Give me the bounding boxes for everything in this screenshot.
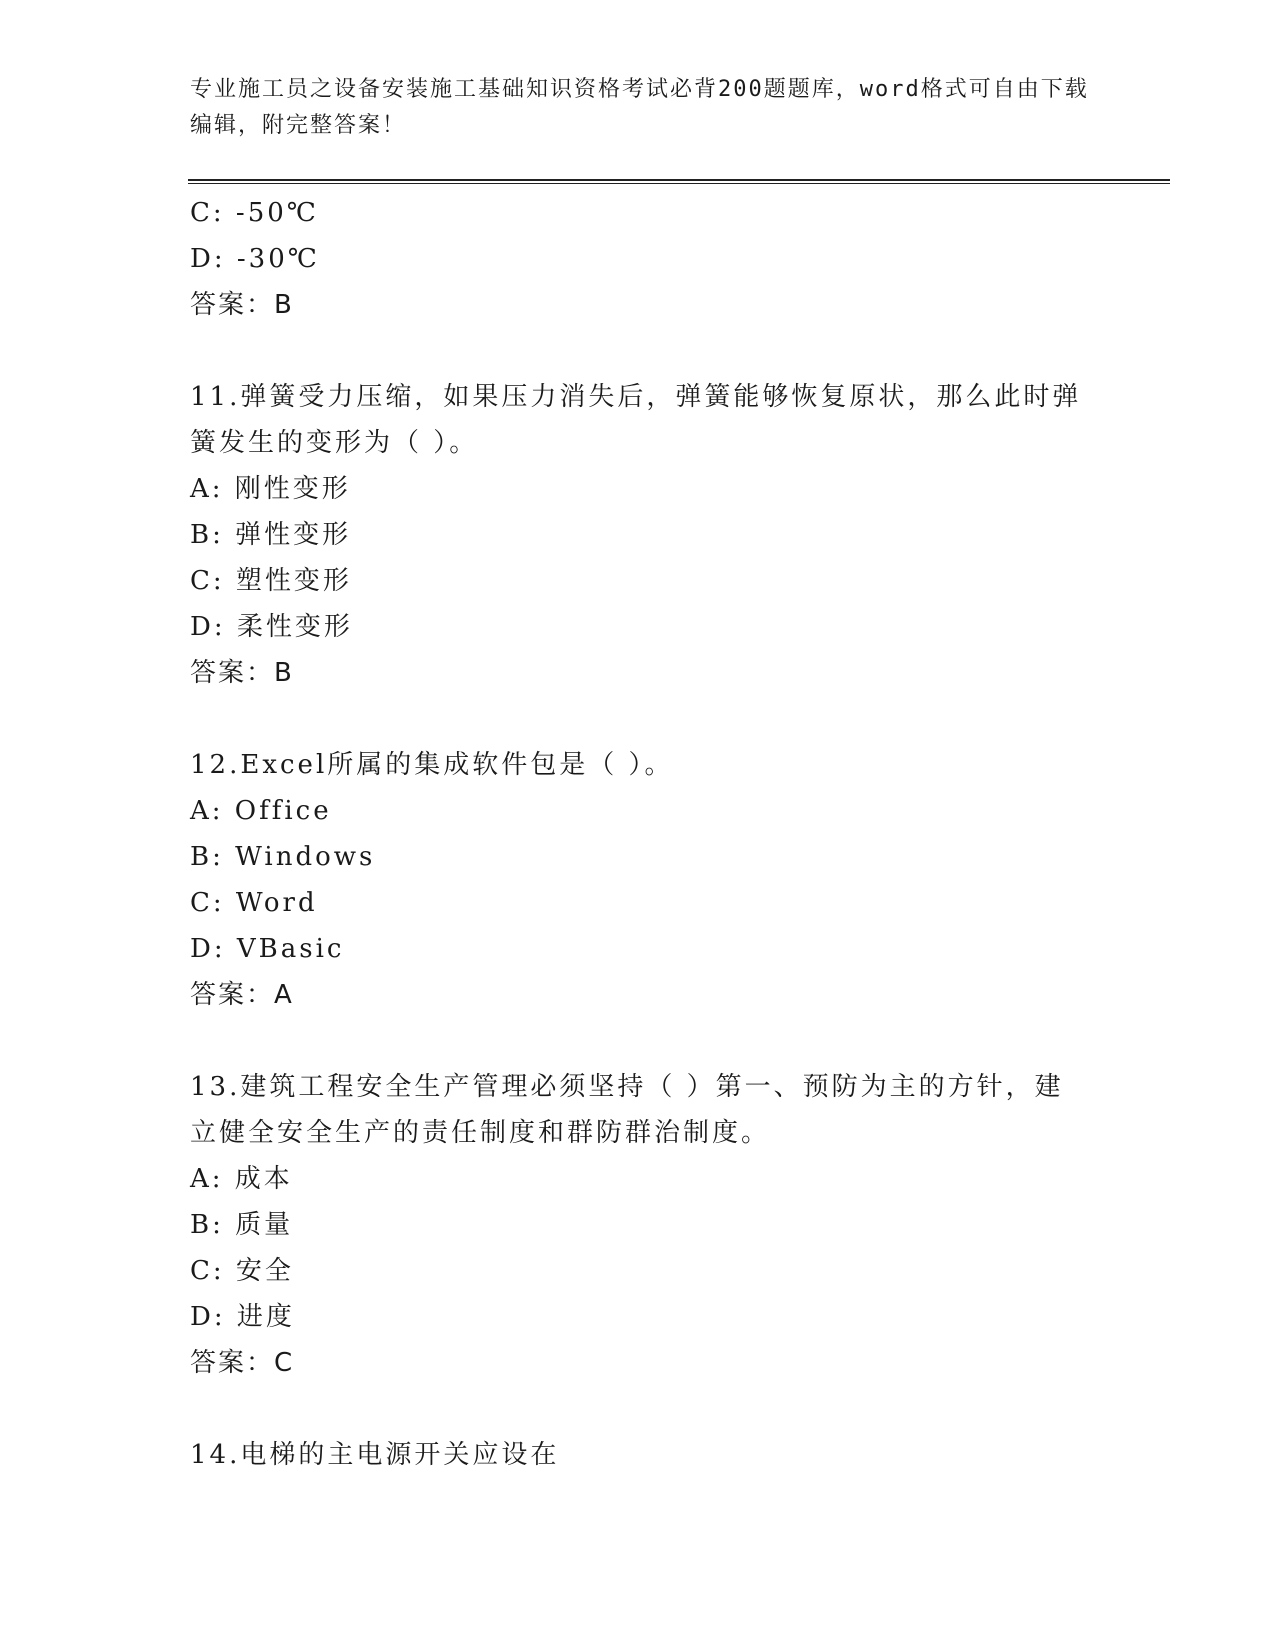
option-a: A: 刚性变形 [190, 474, 351, 504]
question-10-tail [190, 190, 1090, 328]
option-c: C: 塑性变形 [190, 566, 352, 596]
question-12 [190, 742, 1090, 1018]
option-a: A: Office [190, 796, 332, 826]
question-14 [190, 1432, 1090, 1478]
option-a: A: 成本 [190, 1164, 293, 1194]
spacer [190, 328, 1090, 374]
option-b: B: 质量 [190, 1210, 294, 1240]
question-13 [190, 1064, 1090, 1386]
answer-line: 答案：B [190, 290, 294, 320]
spacer [190, 1018, 1090, 1064]
header-divider-thin [188, 183, 1170, 184]
spacer [190, 1386, 1090, 1432]
option-c: C: Word [190, 888, 318, 918]
question-content [190, 190, 1090, 1478]
answer-line: 答案：C [190, 1348, 295, 1378]
option-d: D: -30℃ [190, 244, 320, 274]
question-11 [190, 374, 1090, 696]
spacer [190, 696, 1090, 742]
question-text: 14.电梯的主电源开关应设在 [190, 1440, 560, 1470]
option-d: D: 柔性变形 [190, 612, 353, 642]
answer-line: 答案：B [190, 658, 294, 688]
question-text: 13.建筑工程安全生产管理必须坚持（ ）第一、预防为主的方针，建 [190, 1072, 1064, 1102]
option-d: D: 进度 [190, 1302, 295, 1332]
option-b: B: 弹性变形 [190, 520, 352, 550]
option-d: D: VBasic [190, 934, 345, 964]
option-c: C: 安全 [190, 1256, 294, 1286]
question-text-continued: 簧发生的变形为（ ）。 [190, 428, 479, 458]
question-text-continued: 立健全安全生产的责任制度和群防群治制度。 [190, 1118, 771, 1148]
option-c: C: -50℃ [190, 198, 319, 228]
option-b: B: Windows [190, 842, 376, 872]
answer-line: 答案：A [190, 980, 294, 1010]
question-text: 11.弹簧受力压缩，如果压力消失后，弹簧能够恢复原状，那么此时弹 [190, 382, 1082, 412]
document-header: 专业施工员之设备安装施工基础知识资格考试必背200题题库，word格式可自由下载编辑，附完整答案！ [190, 77, 1089, 138]
question-text: 12.Excel所属的集成软件包是（ ）。 [190, 750, 674, 780]
header-divider-thick [188, 179, 1170, 181]
